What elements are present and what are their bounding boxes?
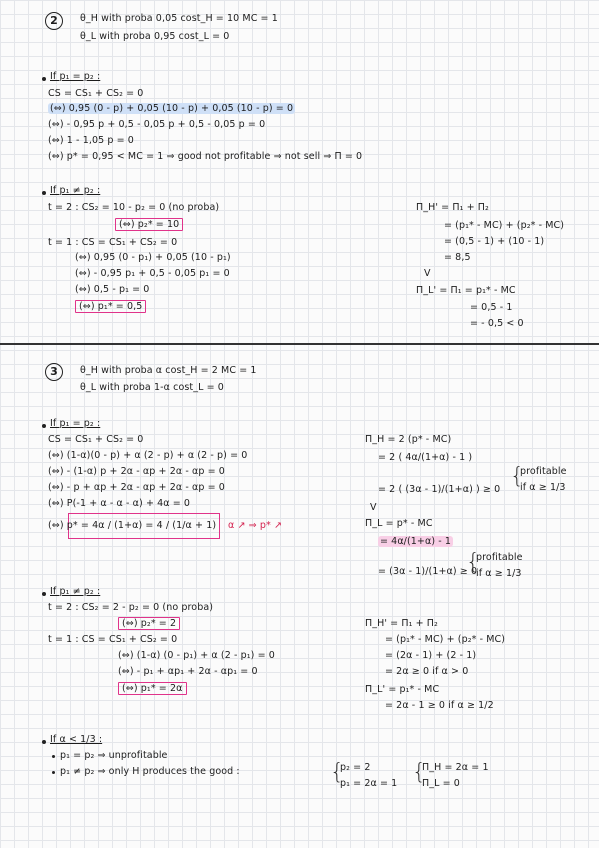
equation-line: [48, 103, 295, 115]
brace: {: [466, 550, 481, 575]
profit-line: Π_L' = p₁* - MC: [365, 684, 440, 695]
section-number-3: 3: [45, 363, 63, 381]
boxed-result-text: (⇔) p₂* = 10: [115, 218, 183, 231]
bullet: [52, 755, 55, 758]
equation-line: (⇔) - p₁ + αp₁ + 2α - αp₁ = 0: [118, 666, 258, 677]
equation-line: (⇔) P(-1 + α - α - α) + 4α = 0: [48, 498, 191, 509]
equation-line-text: (⇔) 0,95 (0 - p) + 0,05 (10 - p) + 0,05 (10 - p) = 0: [50, 103, 294, 114]
section2-case-equal-title: If p₁ = p₂ :: [50, 71, 101, 82]
equation-line: (⇔) 1 - 1,05 p = 0: [48, 135, 134, 146]
comparison-sign: V: [424, 268, 431, 279]
brace: {: [330, 760, 345, 785]
profit-line: = (0,5 - 1) + (10 - 1): [444, 236, 545, 247]
section3-case-diff-title: If p₁ ≠ p₂ :: [50, 586, 101, 597]
section3-case-equal-title: If p₁ = p₂ :: [50, 418, 101, 429]
profit-line: Π_L = p* - MC: [365, 518, 433, 529]
boxed-result: [118, 618, 180, 630]
bullet: [42, 424, 46, 428]
bullet: [52, 771, 55, 774]
section-number-2: 2: [45, 12, 63, 30]
section2-header-line-2: θ_L with proba 0,95 cost_L = 0: [80, 31, 230, 42]
profit-line: [378, 536, 453, 548]
profit-line: Π_H = 2α = 1: [422, 762, 489, 773]
profit-line: Π_H' = Π₁ + Π₂: [416, 202, 489, 213]
annotation-alpha-increase: α ↗ ⇒ p* ↗: [228, 520, 283, 531]
profit-line: = 0,5 - 1: [470, 302, 513, 313]
bullet: [42, 77, 46, 81]
boxed-result-text: (⇔) p₁* = 0,5: [75, 300, 146, 313]
profit-line: = 2 ( (3α - 1)/(1+α) ) ≥ 0: [378, 484, 501, 495]
boxed-result: [115, 219, 183, 231]
profit-line: Π_H = 2 (p* - MC): [365, 434, 452, 445]
boxed-result-text: (⇔) p₁* = 2α: [118, 682, 187, 695]
price-line: p₁ = 2α = 1: [340, 778, 398, 789]
equation-line: (⇔) - 0,95 p + 0,5 - 0,05 p + 0,5 - 0,05 p = 0: [48, 119, 266, 130]
equation-line: t = 2 : CS₂ = 10 - p₂ = 0 (no proba): [48, 202, 220, 213]
equation-line: t = 1 : CS = CS₁ + CS₂ = 0: [48, 237, 178, 248]
section-divider: [0, 343, 599, 345]
section2-header-line-1: θ_H with proba 0,05 cost_H = 10 MC = 1: [80, 13, 278, 24]
profitable-condition: if α ≥ 1/3: [476, 568, 522, 579]
equation-line: (⇔) 0,5 - p₁ = 0: [75, 284, 150, 295]
equation-line: CS = CS₁ + CS₂ = 0: [48, 88, 144, 99]
profitable-condition: if α ≥ 1/3: [520, 482, 566, 493]
profit-line: = 8,5: [444, 252, 471, 263]
equation-line: t = 2 : CS₂ = 2 - p₂ = 0 (no proba): [48, 602, 214, 613]
equation-line: (⇔) (1-α)(0 - p) + α (2 - p) + α (2 - p) = 0: [48, 450, 248, 461]
equation-line: (⇔) p* = 4α / (1+α) = 4 / (1/α + 1): [48, 520, 217, 531]
profitable-label: profitable: [520, 466, 567, 477]
boxed-result-text: (⇔) p₂* = 2: [118, 617, 180, 630]
section2-case-diff-title: If p₁ ≠ p₂ :: [50, 185, 101, 196]
section3-case-low-title: If α < 1/3 :: [50, 734, 103, 745]
equation-line: (⇔) - (1-α) p + 2α - αp + 2α - αp = 0: [48, 466, 225, 477]
profit-line: Π_L' = Π₁ = p₁* - MC: [416, 285, 516, 296]
profit-line: Π_H' = Π₁ + Π₂: [365, 618, 438, 629]
boxed-result: [75, 301, 146, 313]
boxed-result: [118, 683, 187, 695]
price-line: p₂ = 2: [340, 762, 371, 773]
equation-line: (⇔) (1-α) (0 - p₁) + α (2 - p₁) = 0: [118, 650, 275, 661]
bullet: [42, 740, 46, 744]
conclusion-line: p₁ ≠ p₂ ⇒ only H produces the good :: [60, 766, 240, 777]
profit-line: = (3α - 1)/(1+α) ≥ 0: [378, 566, 478, 577]
profit-line: = 2 ( 4α/(1+α) - 1 ): [378, 452, 473, 463]
bullet: [42, 592, 46, 596]
profit-line-text: = 4α/(1+α) - 1: [380, 536, 452, 547]
equation-line: t = 1 : CS = CS₁ + CS₂ = 0: [48, 634, 178, 645]
equation-line: (⇔) 0,95 (0 - p₁) + 0,05 (10 - p₁): [75, 252, 231, 263]
profit-line: = - 0,5 < 0: [470, 318, 524, 329]
profitable-label: profitable: [476, 552, 523, 563]
section3-header-line-2: θ_L with proba 1-α cost_L = 0: [80, 382, 224, 393]
equation-line-result: (⇔) p* = 0,95 < MC = 1 ⇒ good not profitable ⇒ not sell ⇒ Π = 0: [48, 151, 363, 162]
profit-line: = 2α - 1 ≥ 0 if α ≥ 1/2: [385, 700, 494, 711]
brace: {: [510, 464, 525, 489]
equation-line: CS = CS₁ + CS₂ = 0: [48, 434, 144, 445]
brace: {: [412, 760, 427, 785]
profit-line: = (p₁* - MC) + (p₂* - MC): [444, 220, 565, 231]
comparison-sign: V: [370, 502, 377, 513]
bullet: [42, 191, 46, 195]
equation-line: (⇔) - 0,95 p₁ + 0,5 - 0,05 p₁ = 0: [75, 268, 230, 279]
profit-line: = (p₁* - MC) + (p₂* - MC): [385, 634, 506, 645]
equation-line: (⇔) - p + αp + 2α - αp + 2α - αp = 0: [48, 482, 225, 493]
conclusion-line: p₁ = p₂ ⇒ unprofitable: [60, 750, 168, 761]
profit-line: = (2α - 1) + (2 - 1): [385, 650, 477, 661]
section3-header-line-1: θ_H with proba α cost_H = 2 MC = 1: [80, 365, 257, 376]
profit-line: Π_L = 0: [422, 778, 460, 789]
profit-line: = 2α ≥ 0 if α > 0: [385, 666, 469, 677]
